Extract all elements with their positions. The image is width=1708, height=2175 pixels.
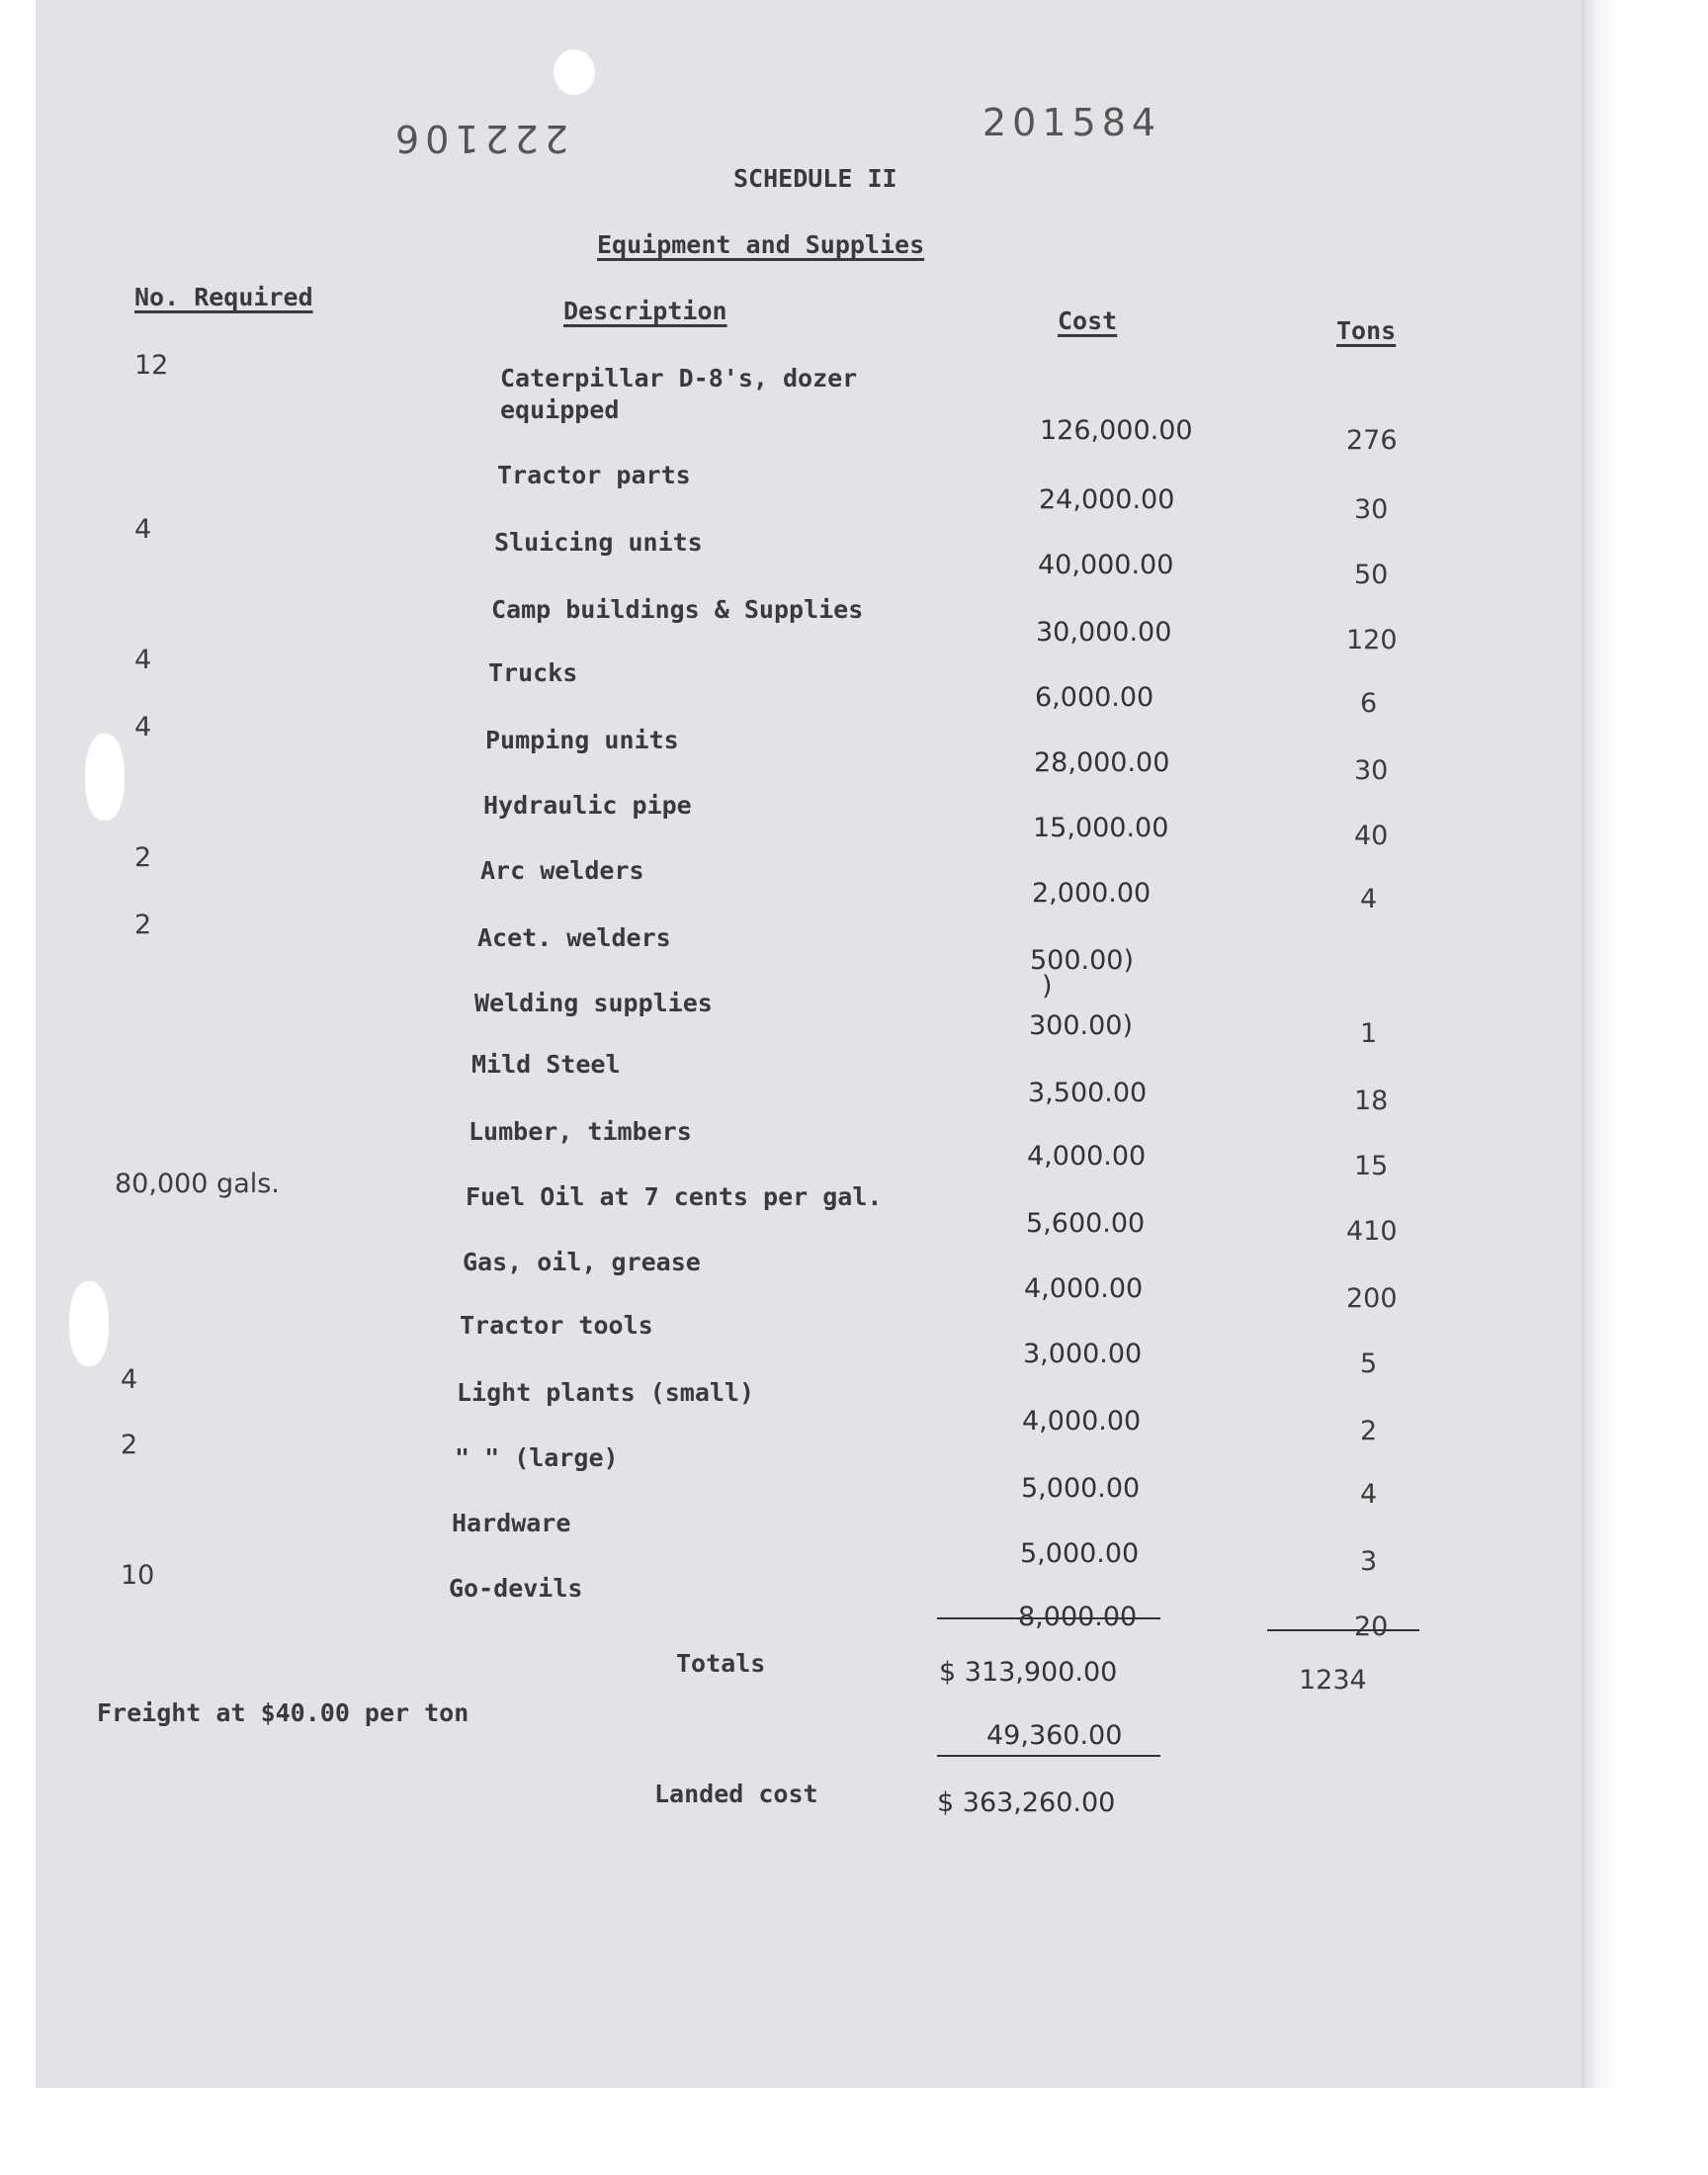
row-tons: 200 — [1346, 1283, 1398, 1314]
row-tons: 20 — [1354, 1611, 1389, 1642]
row-cost: 40,000.00 — [1038, 550, 1174, 580]
row-cost: 8,000.00 — [1018, 1602, 1138, 1632]
row-description-cont: equipped — [500, 395, 620, 424]
landed-cost-value: $ 363,260.00 — [937, 1787, 1116, 1818]
row-qty: 4 — [134, 712, 152, 742]
row-description: Gas, oil, grease — [463, 1248, 701, 1276]
row-tons: 276 — [1346, 425, 1398, 456]
row-description: Trucks — [488, 658, 578, 687]
row-cost: 2,000.00 — [1032, 878, 1152, 909]
weld-bracket: ) — [1042, 971, 1053, 1001]
row-tons: 2 — [1360, 1416, 1378, 1446]
row-description: Acet. welders — [477, 923, 671, 952]
row-qty: 2 — [134, 910, 152, 940]
row-cost: 4,000.00 — [1022, 1406, 1142, 1436]
row-description: Welding supplies — [474, 989, 713, 1017]
row-description: Hydraulic pipe — [483, 791, 692, 820]
row-qty: 2 — [121, 1430, 138, 1460]
freight-cost: 49,360.00 — [986, 1720, 1123, 1751]
totals-label: Totals — [676, 1649, 766, 1678]
punch-hole — [554, 49, 595, 95]
row-qty: 4 — [134, 645, 152, 675]
freight-rule — [937, 1755, 1160, 1757]
row-tons: 30 — [1354, 755, 1389, 786]
row-cost: 4,000.00 — [1024, 1273, 1144, 1304]
row-tons: 4 — [1360, 1479, 1378, 1510]
row-tons: 410 — [1346, 1216, 1398, 1247]
row-qty: 4 — [134, 514, 152, 545]
row-tons: 120 — [1346, 625, 1398, 655]
column-header-tons: Tons — [1336, 316, 1397, 345]
totals-cost: $ 313,900.00 — [939, 1657, 1118, 1688]
row-qty: 4 — [121, 1364, 138, 1395]
landed-cost-label: Landed cost — [654, 1780, 818, 1808]
row-tons: 15 — [1354, 1151, 1389, 1181]
row-cost: 126,000.00 — [1040, 415, 1193, 446]
row-tons: 30 — [1354, 494, 1389, 525]
column-header-description: Description — [563, 297, 727, 325]
row-description: Tractor parts — [497, 461, 691, 489]
row-description: Go-devils — [449, 1574, 583, 1603]
row-description: Arc welders — [480, 856, 644, 885]
column-header-qty: No. Required — [134, 283, 313, 311]
punch-hole — [85, 734, 125, 821]
row-description: Lumber, timbers — [469, 1117, 692, 1146]
row-description: Camp buildings & Supplies — [491, 595, 864, 624]
stamp-number-inverted: 222106 — [389, 117, 569, 160]
row-description: Mild Steel — [471, 1050, 621, 1079]
totals-tons: 1234 — [1299, 1665, 1367, 1696]
page-edge-shadow — [1581, 0, 1619, 2088]
row-qty: 12 — [134, 350, 169, 381]
row-cost: 3,500.00 — [1028, 1078, 1148, 1108]
row-cost: 28,000.00 — [1034, 747, 1170, 778]
row-cost: 500.00) — [1030, 945, 1135, 976]
scanned-page — [36, 0, 1615, 2088]
column-header-cost: Cost — [1058, 306, 1118, 335]
row-tons: 5 — [1360, 1348, 1378, 1379]
row-cost: 6,000.00 — [1035, 682, 1154, 713]
row-tons: 6 — [1360, 688, 1378, 719]
row-description: Light plants (small) — [457, 1378, 755, 1407]
row-cost: 30,000.00 — [1036, 617, 1172, 648]
row-description: " " (large) — [455, 1443, 619, 1472]
row-description: Fuel Oil at 7 cents per gal. — [466, 1182, 883, 1211]
row-tons: 40 — [1354, 821, 1389, 851]
schedule-subtitle: Equipment and Supplies — [597, 230, 925, 259]
row-cost: 5,000.00 — [1021, 1473, 1141, 1504]
row-description: Tractor tools — [460, 1311, 653, 1340]
row-tons: 18 — [1354, 1086, 1389, 1116]
punch-hole — [69, 1281, 109, 1366]
cost-subtotal-rule — [937, 1617, 1160, 1619]
row-description: Hardware — [452, 1509, 571, 1537]
row-cost: 15,000.00 — [1033, 813, 1169, 843]
row-cost: 4,000.00 — [1027, 1141, 1147, 1172]
row-cost: 3,000.00 — [1023, 1339, 1143, 1369]
row-cost: 5,000.00 — [1020, 1538, 1140, 1569]
row-cost: 24,000.00 — [1039, 484, 1175, 515]
row-description: Caterpillar D-8's, dozer — [500, 364, 858, 392]
row-description: Sluicing units — [494, 528, 703, 557]
row-qty: 80,000 gals. — [115, 1169, 280, 1199]
freight-label: Freight at $40.00 per ton — [97, 1698, 470, 1727]
tons-subtotal-rule — [1267, 1629, 1419, 1631]
row-qty: 10 — [121, 1560, 155, 1591]
row-tons: 1 — [1360, 1018, 1378, 1049]
row-tons: 4 — [1360, 884, 1378, 914]
row-tons: 3 — [1360, 1546, 1378, 1577]
row-description: Pumping units — [485, 726, 679, 754]
row-tons: 50 — [1354, 560, 1389, 590]
schedule-title: SCHEDULE II — [733, 164, 897, 193]
stamp-number: 201584 — [982, 101, 1162, 144]
row-cost: 300.00) — [1029, 1010, 1134, 1041]
row-cost: 5,600.00 — [1026, 1208, 1146, 1239]
row-qty: 2 — [134, 842, 152, 873]
